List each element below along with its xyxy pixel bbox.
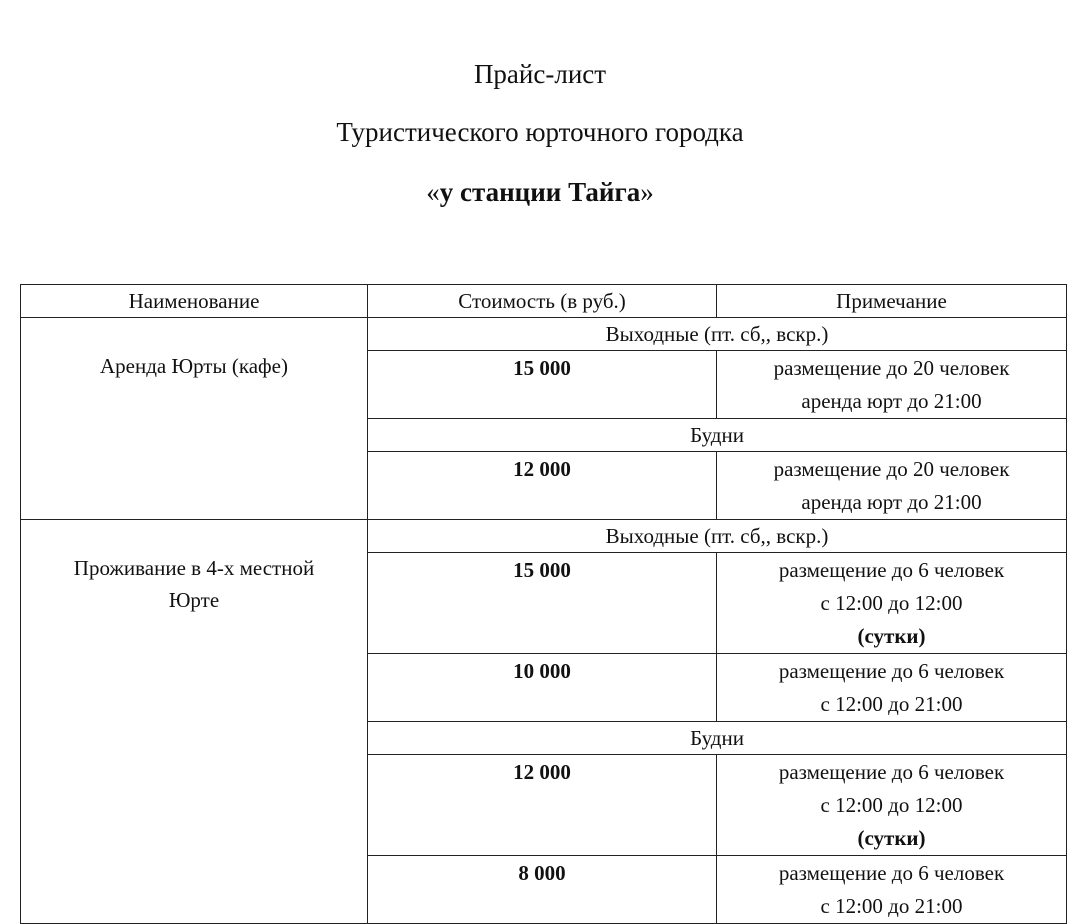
- note-cell: [717, 654, 1067, 722]
- venue-name: [0, 176, 1080, 208]
- price-cell: 12 000: [368, 452, 717, 520]
- note-line: с 12:00 до 21:00: [820, 894, 963, 918]
- note-text: с 12:00 до 12:00: [820, 591, 963, 615]
- note-line: размещение до 6 человек: [778, 558, 1005, 582]
- note-bold: (сутки): [857, 624, 926, 648]
- note-line: [717, 789, 1066, 855]
- note-cell: [717, 856, 1067, 924]
- price-table: [20, 284, 1067, 924]
- period-weekend: Выходные (пт. сб,, вскр.): [368, 318, 1067, 351]
- service-name: Аренда Юрты (кафе): [100, 354, 288, 378]
- note-line: аренда юрт до 21:00: [801, 490, 982, 514]
- period-weekday: Будни: [368, 419, 1067, 452]
- period-weekday: Будни: [368, 722, 1067, 755]
- table-header-row: [21, 285, 1067, 318]
- note-line: [717, 587, 1066, 653]
- close-quote: »: [640, 177, 654, 207]
- document-subtitle: Туристического юрточного городка: [336, 117, 744, 147]
- service-name-cell: [21, 318, 368, 520]
- note-line: размещение до 20 человек: [773, 457, 1010, 481]
- price-cell: 15 000: [368, 553, 717, 654]
- header-cost: Стоимость (в руб.): [368, 285, 717, 318]
- document-title: Прайс-лист: [473, 59, 607, 89]
- note-line: размещение до 6 человек: [778, 861, 1005, 885]
- note-line: с 12:00 до 21:00: [820, 692, 963, 716]
- note-cell: [717, 351, 1067, 419]
- note-line: размещение до 6 человек: [778, 760, 1005, 784]
- header-note: Примечание: [717, 285, 1067, 318]
- price-cell: 15 000: [368, 351, 717, 419]
- note-cell: [717, 755, 1067, 856]
- header-name: Наименование: [21, 285, 368, 318]
- note-line: аренда юрт до 21:00: [801, 389, 982, 413]
- note-line: размещение до 6 человек: [778, 659, 1005, 683]
- service-name: Юрте: [168, 588, 220, 612]
- price-cell: 10 000: [368, 654, 717, 722]
- note-cell: [717, 452, 1067, 520]
- service-name-cell: [21, 520, 368, 924]
- note-bold: (сутки): [857, 826, 926, 850]
- note-line: размещение до 20 человек: [773, 356, 1010, 380]
- service-name: Проживание в 4-х местной: [73, 556, 315, 580]
- open-quote: «: [426, 177, 440, 207]
- price-cell: 12 000: [368, 755, 717, 856]
- period-row: [21, 318, 1067, 351]
- period-row: [21, 520, 1067, 553]
- note-text: с 12:00 до 12:00: [820, 793, 963, 817]
- venue-name-text: у станции Тайга: [439, 177, 641, 207]
- period-weekend: Выходные (пт. сб,, вскр.): [368, 520, 1067, 553]
- note-cell: [717, 553, 1067, 654]
- price-cell: 8 000: [368, 856, 717, 924]
